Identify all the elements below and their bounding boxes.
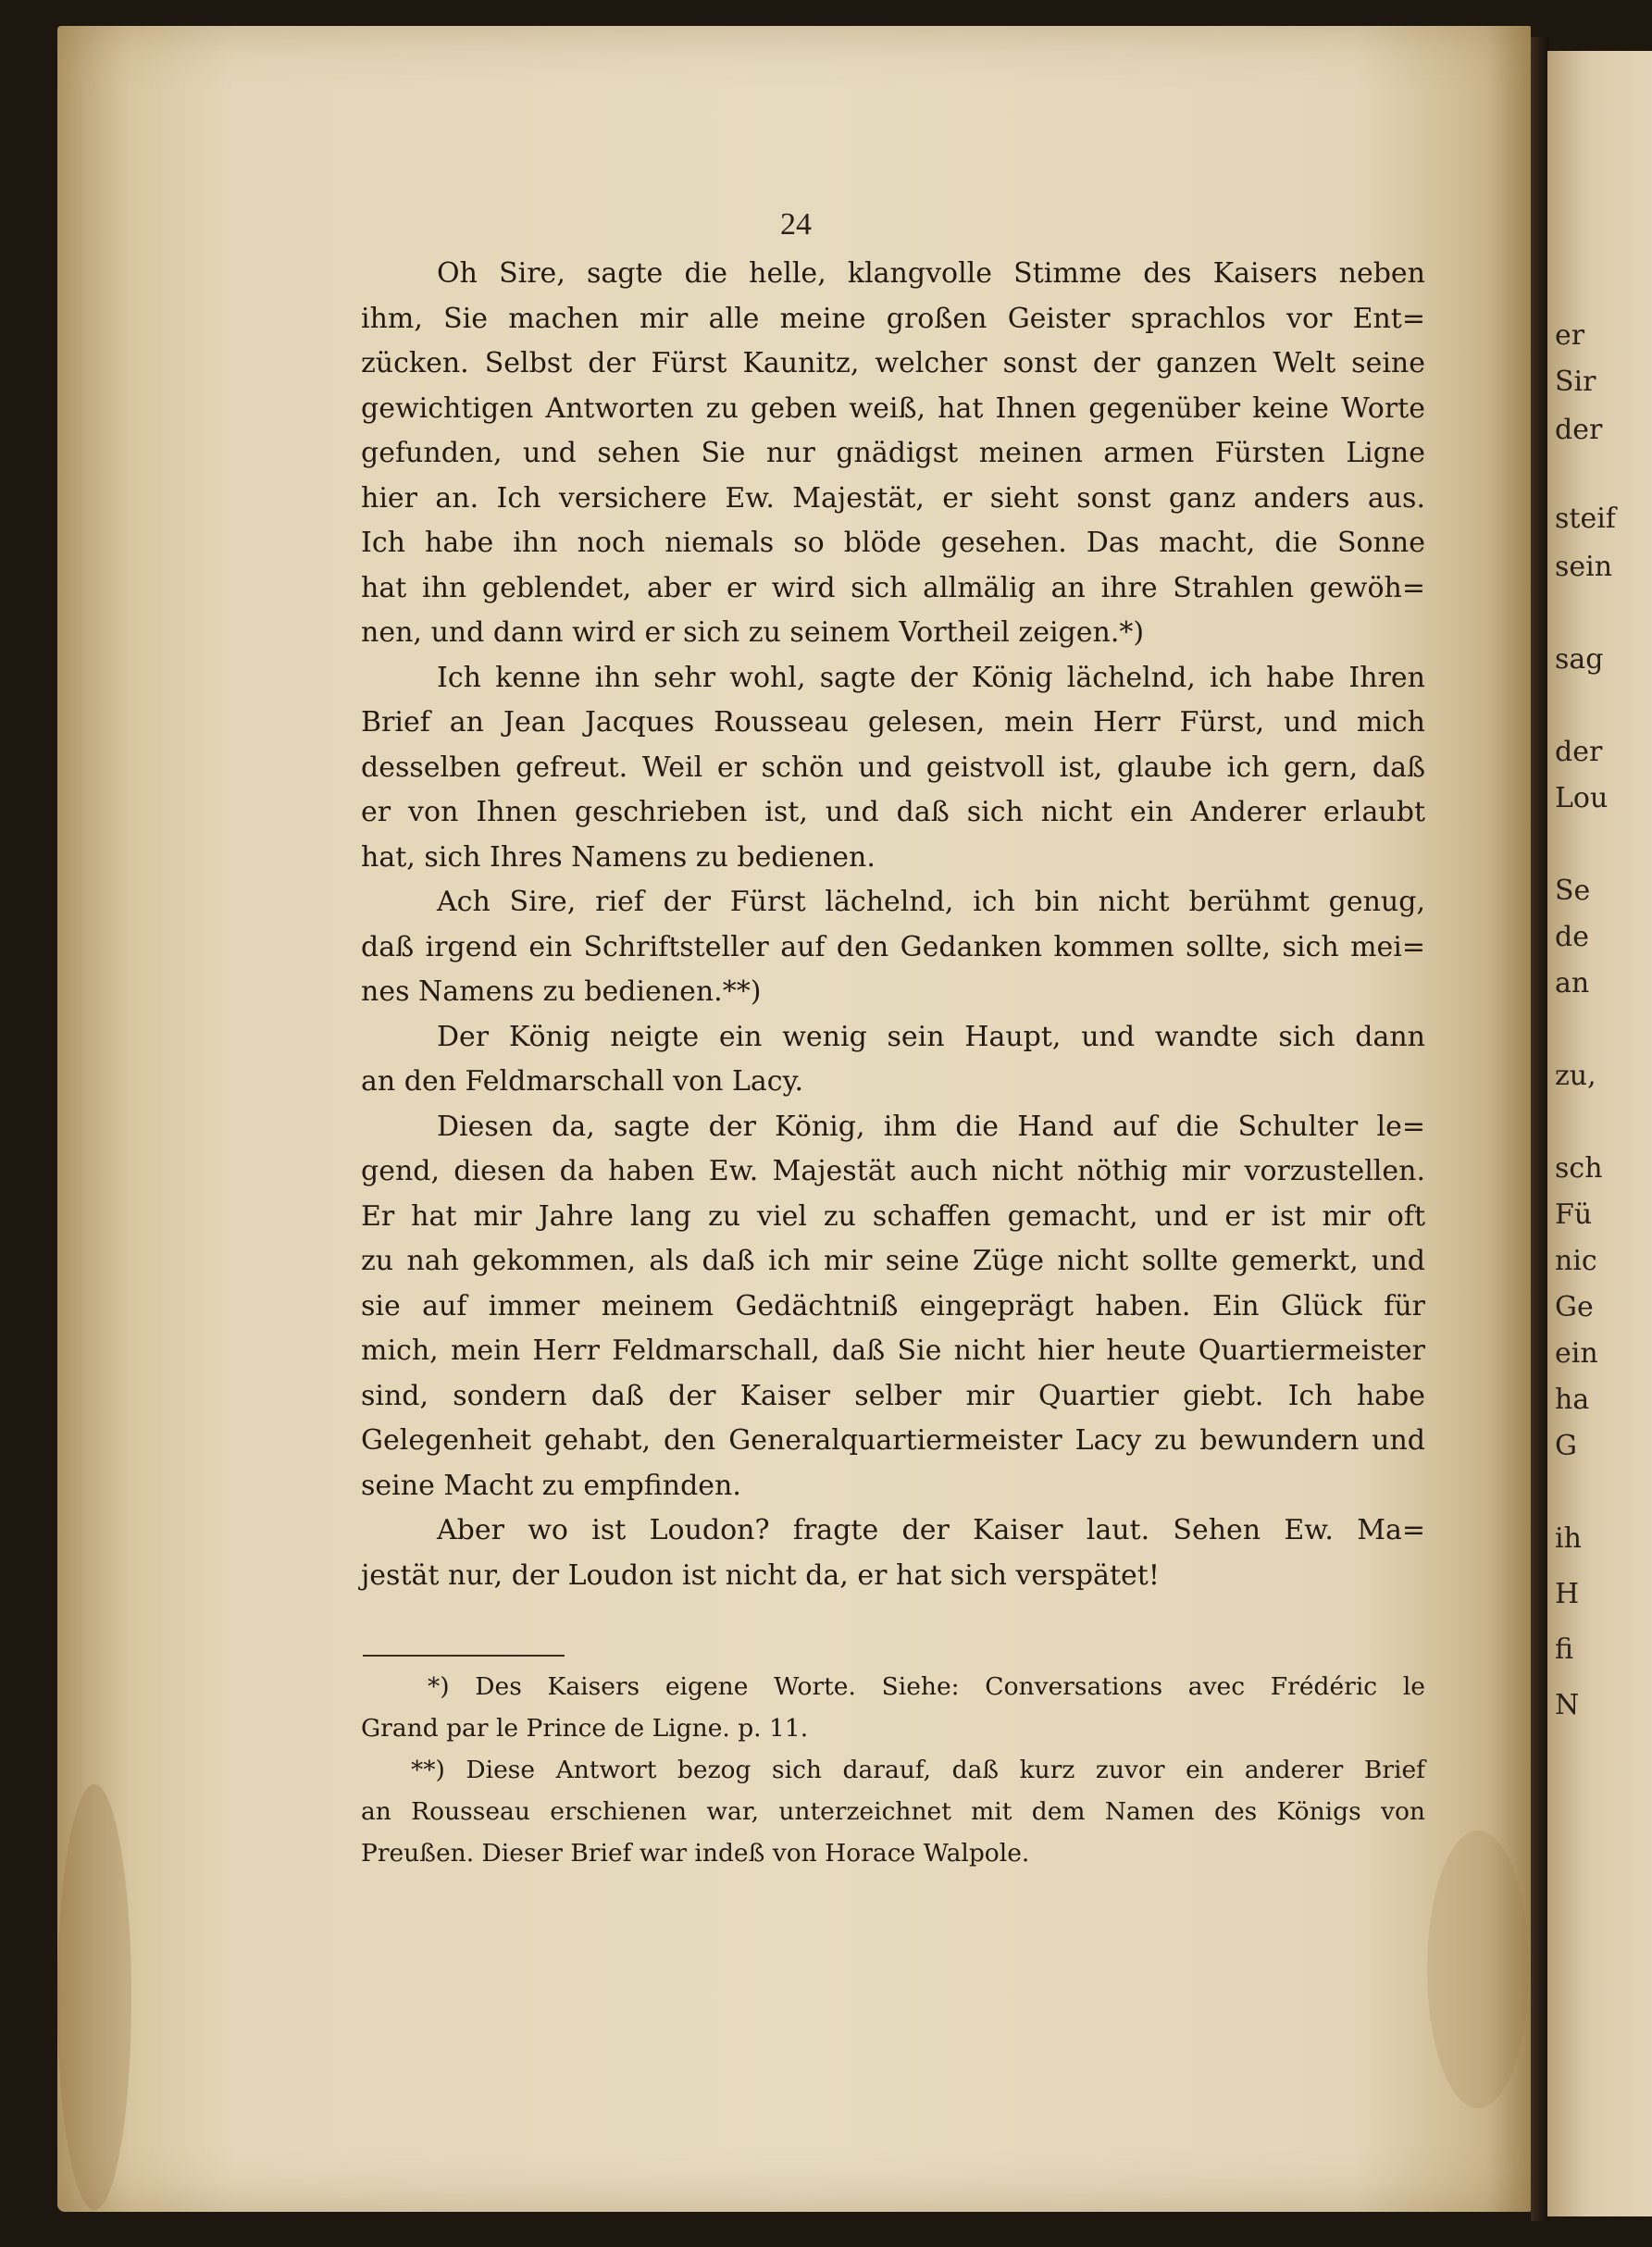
next-page-fragment: Ge	[1555, 1291, 1594, 1323]
paper-stain	[57, 1784, 131, 2210]
next-page-fragment: steif	[1555, 503, 1616, 535]
next-page-fragment: ein	[1555, 1337, 1598, 1370]
next-page-fragment: fi	[1555, 1633, 1574, 1666]
text-line: sind, sondern daß der Kaiser selber mir Quartier giebt. Ich habe	[361, 1379, 1425, 1412]
text-line: hier an. Ich versichere Ew. Majestät, er sieht sonst ganz anders aus.	[361, 481, 1425, 515]
next-page-fragment: sag	[1555, 643, 1604, 676]
text-line: Diesen da, sagte der König, ihm die Hand auf die Schulter le=	[437, 1110, 1425, 1143]
text-line: Gelegenheit gehabt, den Generalquartiermeister Lacy zu bewundern und	[361, 1424, 1425, 1457]
text-line: Er hat mir Jahre lang zu viel zu schaffen gemacht, und er ist mir oft	[361, 1199, 1425, 1233]
paper-stain	[1427, 1831, 1529, 2108]
next-page-fragment: Se	[1555, 875, 1591, 907]
book-gutter	[1531, 37, 1549, 2221]
text-line: hat, sich Ihres Namens zu bedienen.	[361, 840, 876, 874]
text-line: Oh Sire, sagte die helle, klangvolle Stimme des Kaisers neben	[437, 257, 1425, 290]
text-line: desselben gefreut. Weil er schön und geistvoll ist, glaube ich gern, daß	[361, 751, 1425, 784]
next-page-fragment: Lou	[1555, 782, 1609, 814]
text-line: nen, und dann wird er sich zu seinem Vortheil zeigen.*)	[361, 616, 1145, 649]
text-line: jestät nur, der Loudon ist nicht da, er hat sich verspätet!	[361, 1558, 1160, 1592]
next-page-fragment: der	[1555, 736, 1603, 768]
footnote-line: an Rousseau erschienen war, unterzeichnet mit dem Namen des Königs von	[361, 1797, 1425, 1826]
text-line: Ich habe ihn noch niemals so blöde gesehen. Das macht, die Sonne	[361, 527, 1425, 559]
text-line: Aber wo ist Loudon? fragte der Kaiser laut. Sehen Ew. Ma=	[437, 1514, 1425, 1546]
next-page-fragment: der	[1555, 414, 1603, 446]
footnote-line: Preußen. Dieser Brief war indeß von Horace Walpole.	[361, 1839, 1030, 1868]
next-page-fragment: N	[1555, 1689, 1580, 1721]
text-line: gefunden, und sehen Sie nur gnädigst meinen armen Fürsten Ligne	[361, 437, 1425, 469]
next-page-fragment: er	[1555, 319, 1585, 352]
next-page-fragment: zu,	[1555, 1060, 1596, 1092]
text-line: Brief an Jean Jacques Rousseau gelesen, mein Herr Fürst, und mich	[361, 706, 1425, 739]
next-page-fragment: G	[1555, 1430, 1577, 1462]
footnotes	[361, 1666, 1425, 1874]
footnote-line: Grand par le Prince de Ligne. p. 11.	[361, 1714, 809, 1743]
next-page-fragment: Sir	[1555, 366, 1596, 398]
text-line: Ich kenne ihn sehr wohl, sagte der König lächelnd, ich habe Ihren	[437, 661, 1425, 694]
next-page-fragment: an	[1555, 967, 1590, 999]
page-number: 24	[780, 207, 812, 242]
text-line: nes Namens zu bedienen.**)	[361, 975, 762, 1008]
next-page-fragment: de	[1555, 921, 1589, 953]
text-line: zu nah gekommen, als daß ich mir seine Züge nicht sollte gemerkt, und	[361, 1245, 1425, 1277]
next-page-fragment: Fü	[1555, 1198, 1593, 1231]
next-page-fragment: H	[1555, 1578, 1580, 1610]
footnote-line: **) Diese Antwort bezog sich darauf, daß kurz zuvor ein anderer Brief	[411, 1756, 1425, 1784]
text-line: seine Macht zu empfinden.	[361, 1469, 741, 1502]
text-line: Ach Sire, rief der Fürst lächelnd, ich bin nicht berühmt genug,	[437, 886, 1425, 918]
text-line: er von Ihnen geschrieben ist, und daß sich nicht ein Anderer erlaubt	[361, 796, 1425, 828]
next-page-fragment: ha	[1555, 1384, 1590, 1416]
text-line: hat ihn geblendet, aber er wird sich allmälig an ihre Strahlen gewöh=	[361, 571, 1425, 604]
next-page-fragment: nic	[1555, 1245, 1597, 1277]
text-line: daß irgend ein Schriftsteller auf den Gedanken kommen sollte, sich mei=	[361, 930, 1425, 963]
next-page-fragment: sch	[1555, 1152, 1603, 1185]
text-line: zücken. Selbst der Fürst Kaunitz, welcher sonst der ganzen Welt seine	[361, 347, 1425, 379]
text-line: gewichtigen Antworten zu geben weiß, hat Ihnen gegenüber keine Worte	[361, 391, 1425, 425]
text-line: gend, diesen da haben Ew. Majestät auch nicht nöthig mir vorzustellen.	[361, 1155, 1425, 1187]
next-page-fragment: sein	[1555, 551, 1613, 583]
text-line: an den Feldmarschall von Lacy.	[361, 1065, 804, 1098]
next-page-fragment: ih	[1555, 1522, 1582, 1555]
text-line: Der König neigte ein wenig sein Haupt, und wandte sich dann	[437, 1020, 1425, 1053]
text-line: ihm, Sie machen mir alle meine großen Geister sprachlos vor Ent=	[361, 302, 1425, 335]
text-line: sie auf immer meinem Gedächtniß eingeprägt haben. Ein Glück für	[361, 1289, 1425, 1322]
next-page-edge	[1547, 51, 1652, 2216]
body-text	[361, 252, 1425, 1598]
text-line: mich, mein Herr Feldmarschall, daß Sie nicht hier heute Quartiermeister	[361, 1335, 1425, 1367]
footnote-rule	[363, 1655, 565, 1657]
footnote-line: *) Des Kaisers eigene Worte. Siehe: Conversations avec Frédéric le	[428, 1672, 1425, 1701]
